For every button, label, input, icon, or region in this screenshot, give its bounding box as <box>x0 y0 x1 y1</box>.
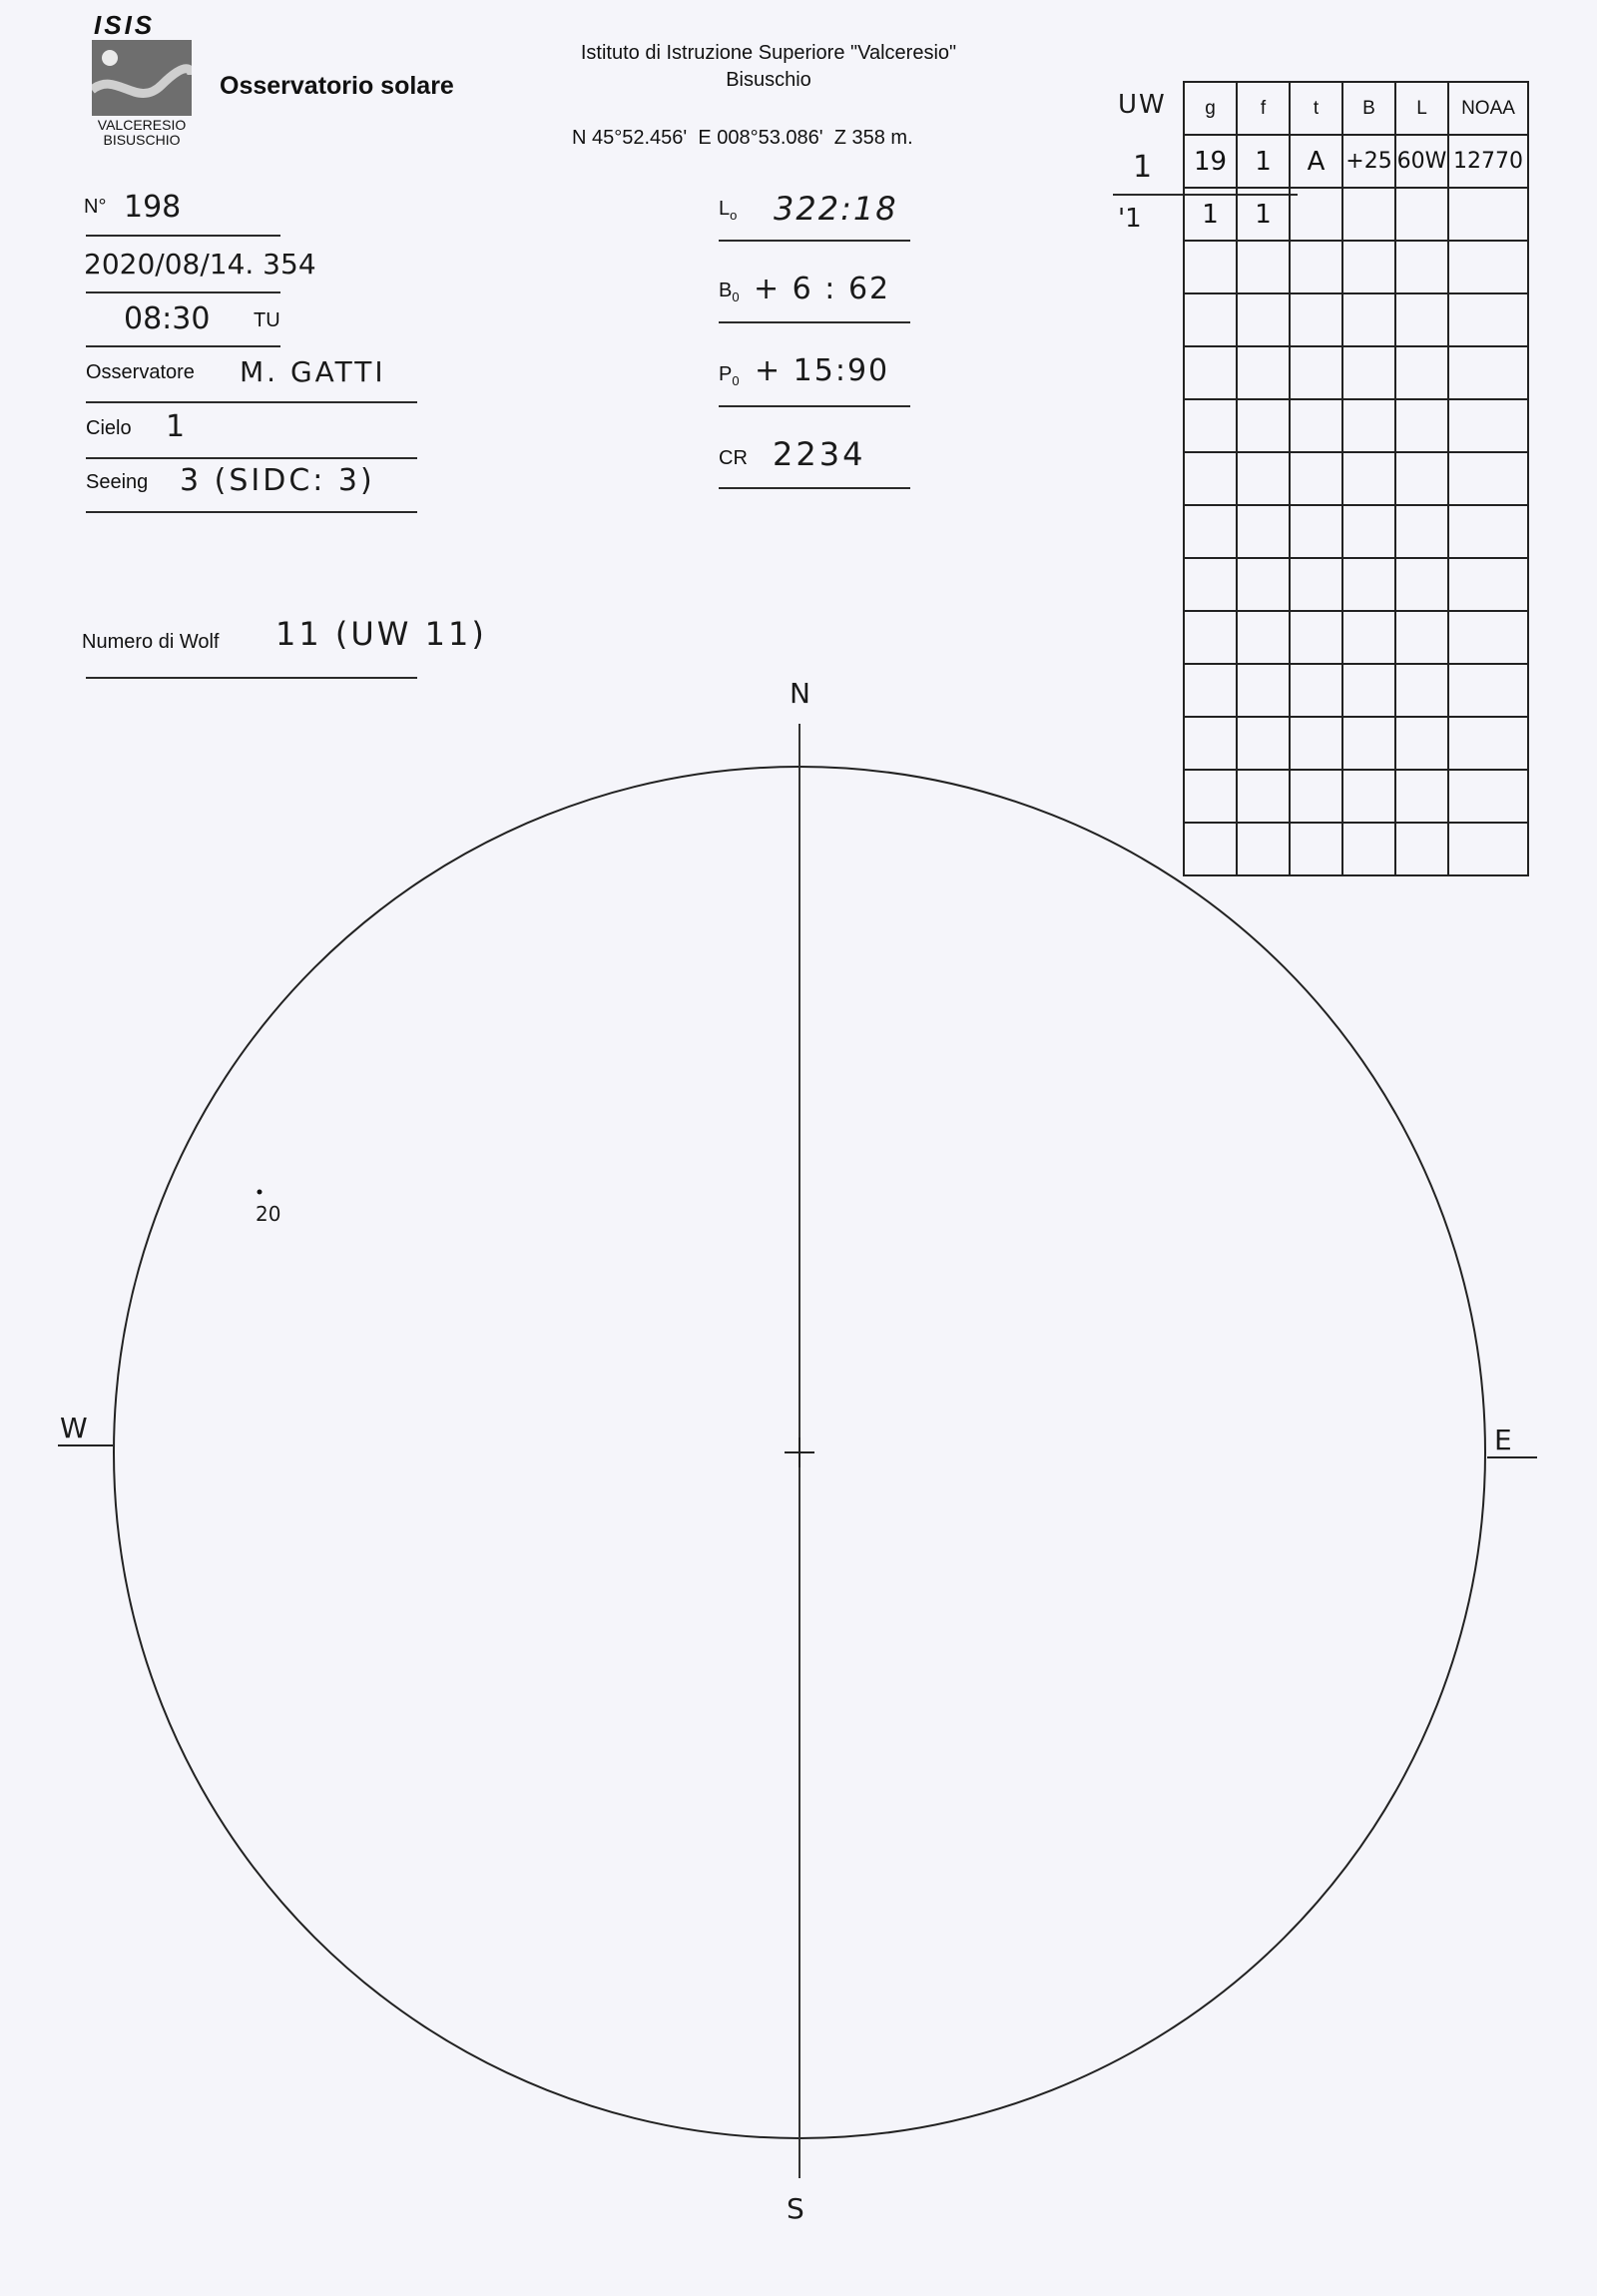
uw-side-label: UW <box>1118 90 1167 120</box>
observer-value: M. GATTI <box>240 355 386 388</box>
west-label: W <box>60 1412 88 1444</box>
observatory-title: Osservatorio solare <box>220 72 454 100</box>
l0-label: $L_o$ <box>719 198 738 223</box>
logo-wordmark: ISIS <box>94 10 156 40</box>
p0-value: + 15:90 <box>755 353 890 388</box>
observer-label: Osservatore <box>86 361 195 383</box>
number-label: N° <box>84 196 107 218</box>
b0-value: + 6 : 62 <box>754 272 891 306</box>
cell-b: +25 <box>1342 135 1395 188</box>
sky-label: Cielo <box>86 417 132 439</box>
date-value: 2020/08/14. 354 <box>84 248 316 281</box>
header-t: t <box>1290 82 1342 135</box>
time-value: 08:30 <box>124 301 211 336</box>
p0-label: $P_0$ <box>719 363 740 388</box>
uw-row-label: 1 <box>1133 150 1153 185</box>
sky-value: 1 <box>166 409 186 444</box>
header-l: L <box>1395 82 1448 135</box>
wolf-label: Numero di Wolf <box>82 631 220 653</box>
cr-value: 2234 <box>773 435 866 473</box>
south-label: S <box>787 2192 804 2225</box>
cell-f: 1 <box>1237 188 1290 241</box>
header-g: g <box>1184 82 1237 135</box>
header-noaa: NOAA <box>1448 82 1528 135</box>
cell-l: 60W <box>1395 135 1448 188</box>
seeing-label: Seeing <box>86 471 149 493</box>
cell-g: 1 <box>1184 188 1237 241</box>
sunspot-marker <box>258 1190 263 1195</box>
institute-name: Istituto di Istruzione Superiore "Valceresio" Bisuschio <box>580 42 957 91</box>
station-coordinates: N 45°52.456' E 008°53.086' Z 358 m. <box>572 127 913 149</box>
number-value: 198 <box>124 190 182 225</box>
cell-g: 19 <box>1184 135 1237 188</box>
time-unit: TU <box>254 309 280 331</box>
cell-f: 1 <box>1237 135 1290 188</box>
header-f: f <box>1237 82 1290 135</box>
east-label: E <box>1494 1424 1512 1456</box>
wolf-value: 11 (UW 11) <box>275 615 487 653</box>
north-label: N <box>790 677 810 710</box>
cell-noaa: 12770 <box>1448 135 1528 188</box>
header-b: B <box>1342 82 1395 135</box>
logo-caption: VALCERESIO BISUSCHIO <box>97 117 187 148</box>
sunspot-label: 20 <box>256 1202 281 1226</box>
seeing-value: 3 (SIDC: 3) <box>180 463 375 498</box>
uw-row-label: '1 <box>1118 204 1142 234</box>
b0-label: $B_0$ <box>719 280 740 304</box>
l0-value: 322:18 <box>774 190 898 228</box>
cell-t: A <box>1290 135 1342 188</box>
cr-label: CR <box>719 447 748 469</box>
